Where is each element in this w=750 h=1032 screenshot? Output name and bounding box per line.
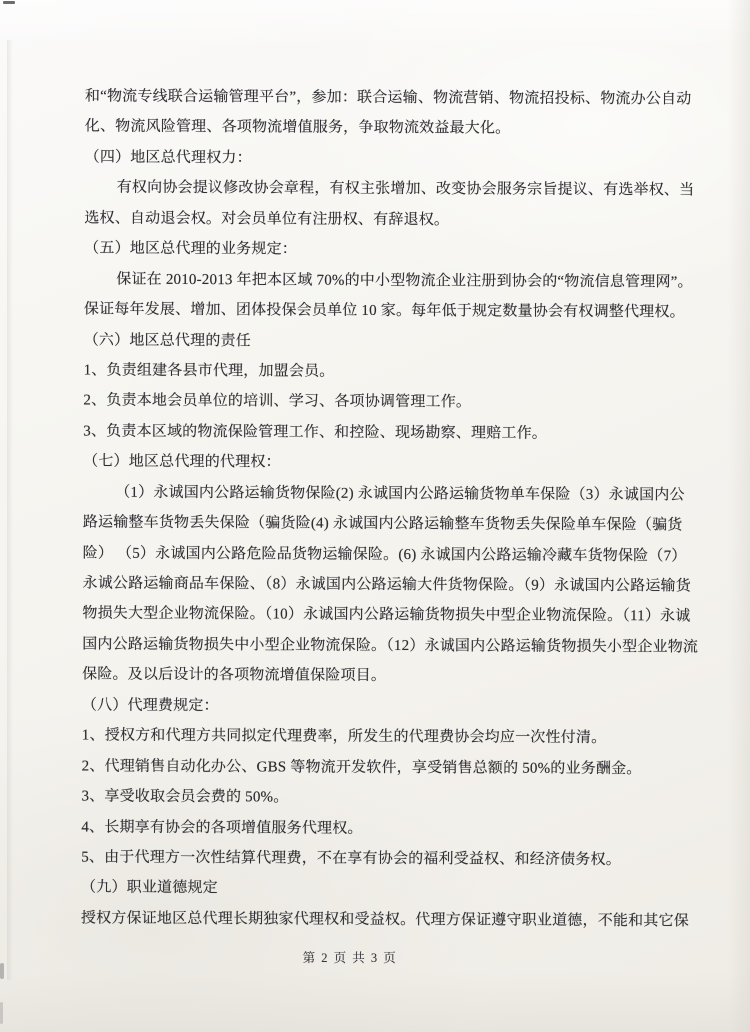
- text-line: 物损失大型企业物流保险。（10）永诚国内公路运输货物损失中型企业物流保险。（11）永诚: [82, 605, 691, 625]
- text-line: 4、长期享有协会的各项增值服务代理权。: [81, 818, 363, 837]
- text-line: 化、物流风险管理、各项物流增值服务，争取物流效益最大化。: [84, 118, 511, 138]
- text-line: 保险。及以后设计的各项物流增值保险项目。: [82, 666, 387, 685]
- text-line: 选权、自动退会权。对会员单位有注册权、有辞退权。: [84, 210, 450, 229]
- text-line: 和“物流专线联合运输管理平台”，参加：联合运输、物流营销、物流招投标、物流办公自动: [84, 88, 692, 108]
- text-line: （五）地区总代理的业务规定：: [84, 240, 298, 258]
- text-line: 5、由于代理方一次性结算代理费，不在享有协会的福利受益权、和经济债务权。: [81, 849, 621, 869]
- text-line: （七）地区总代理的代理权：: [83, 453, 281, 471]
- text-line: 有权向协会提议修改协会章程，有权主张增加、改变协会服务宗旨提议、有选举权、当: [116, 179, 695, 199]
- text-line: 授权方保证地区总代理长期独家代理权和受益权。代理方保证遵守职业道德，不能和其它保: [80, 910, 689, 930]
- text-line: 2、代理销售自动化办公、GBS 等物流开发软件，享受销售总额的 50%的业务酬金。: [81, 758, 642, 777]
- text-line: 3、负责本区域的物流保险管理工作、和控险、现场勘察、理赔工作。: [83, 423, 548, 442]
- text-line: （六）地区总代理的责任: [83, 331, 251, 349]
- text-line: 1、负责组建各县市代理，加盟会员。: [83, 362, 335, 380]
- text-line: 路运输整车货物丢失保险（骗货险(4) 永诚国内公路运输整车货物丢失保险单车保险（骗货: [82, 514, 683, 534]
- text-line: 险） （5）永诚国内公路危险品货物运输保险。(6) 永诚国内公路运输冷藏车货物保险（7）: [82, 545, 687, 564]
- scan-bottom-smudge: [0, 972, 750, 1032]
- text-line: 保证每年发展、增加、团体投保会员单位 10 家。每年低于规定数量协会有权调整代理权。: [83, 301, 685, 321]
- document-body: [81, 81, 705, 936]
- text-line: （九）职业道德规定: [81, 879, 218, 897]
- scan-right-shading: [728, 0, 750, 1032]
- page-footer: 第 2 页 共 3 页: [302, 951, 398, 965]
- text-line: （1）永诚国内公路运输货物保险(2) 永诚国内公路运输货物单车保险（3）永诚国内公: [115, 484, 685, 504]
- text-line: （四）地区总代理权力：: [84, 149, 252, 167]
- scan-left-edge-strip: [7, 40, 13, 980]
- text-line: 2、负责本地会员单位的培训、学习、各项协调管理工作。: [83, 392, 472, 411]
- scan-top-light-band: [0, 0, 750, 48]
- scan-edge-artifact: [0, 1002, 3, 1024]
- text-line: 永诚公路运输商品车保险、（8）永诚国内公路运输大件货物保险。（9）永诚国内公路运输货: [82, 575, 691, 595]
- text-line: 3、享受收取会员会费的 50%。: [81, 788, 289, 806]
- text-line: 1、授权方和代理方共同拟定代理费率，所发生的代理费协会均应一次性付清。: [81, 727, 607, 747]
- text-line: 国内公路运输货物损失中小型企业物流保险。（12）永诚国内公路运输货物损失小型企业物流: [82, 636, 699, 656]
- text-line: 保证在 2010-2013 年把本区域 70%的中小型物流企业注册到协会的“物流信息管理网”。: [116, 271, 693, 291]
- scan-corner-artifact: [3, 1, 15, 4]
- text-line: （八）代理费规定：: [81, 697, 219, 714]
